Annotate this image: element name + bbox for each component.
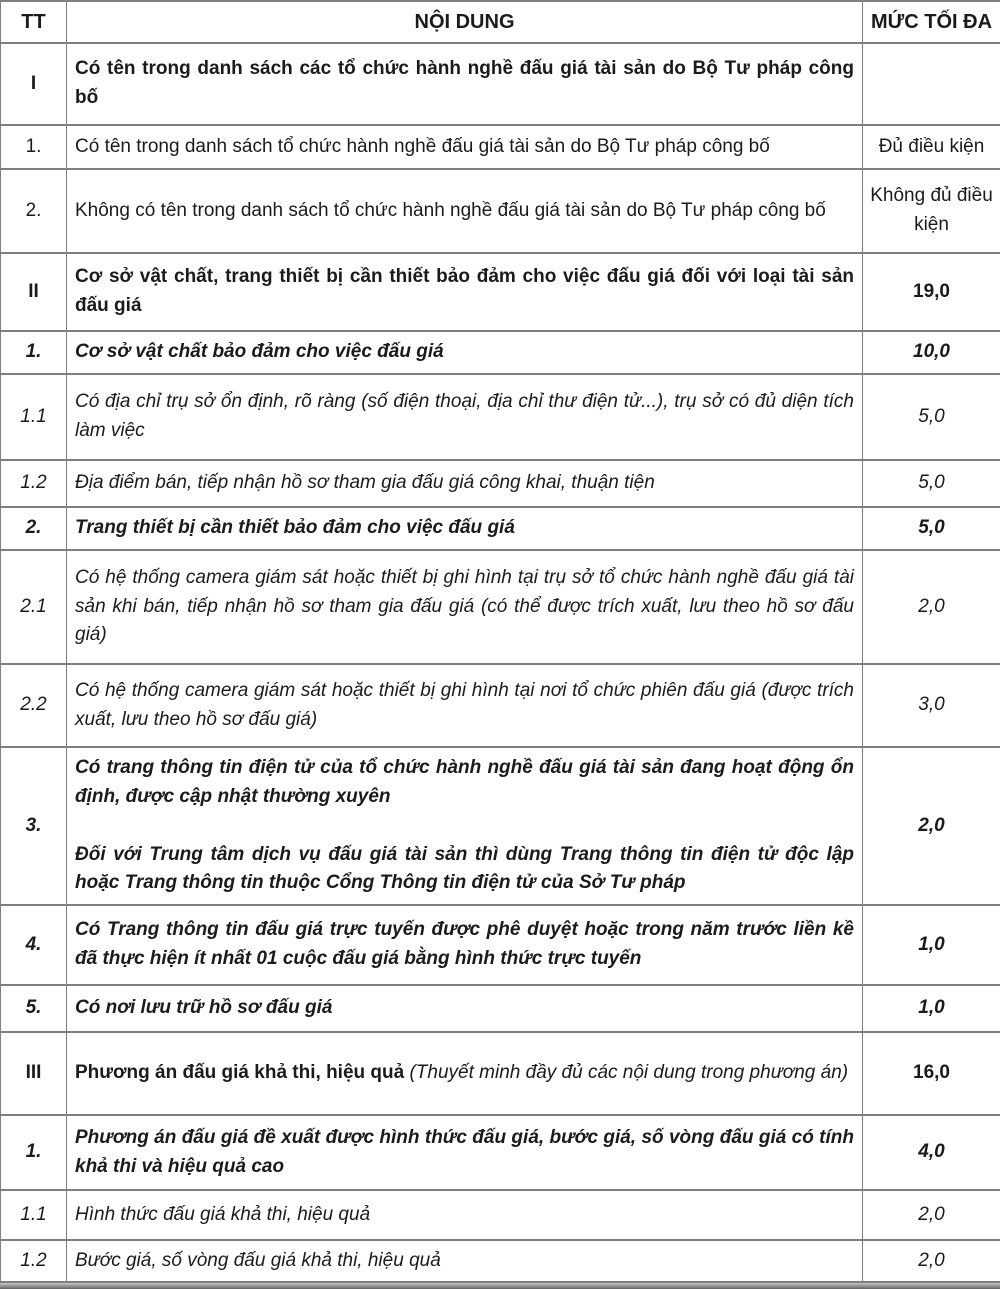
row-score-cell: 3,0 [863, 664, 1000, 747]
row-number-cell: I [1, 43, 67, 125]
row-score-cell: Đủ điều kiện [863, 125, 1000, 169]
row-content-cell [67, 1032, 863, 1115]
row-score-cell: 2,0 [863, 1240, 1000, 1282]
row-content-cell: Có Trang thông tin đấu giá trực tuyến được phê duyệt hoặc trong năm trước liền kề đã thực hiện ít nhất 01 cuộc đấu giá bằng hình thức trực tuyến [67, 905, 863, 985]
row-content-cell: Hình thức đấu giá khả thi, hiệu quả [67, 1190, 863, 1240]
table-row [1, 550, 1000, 664]
row-content-cell: Có tên trong danh sách các tổ chức hành nghề đấu giá tài sản do Bộ Tư pháp công bố [67, 43, 863, 125]
table-row [1, 374, 1000, 460]
table-row [1, 747, 1000, 905]
row-content-cell: Có hệ thống camera giám sát hoặc thiết bị ghi hình tại trụ sở tổ chức hành nghề đấu giá tài sản khi bán, tiếp nhận hồ sơ tham gia đấu giá (có thể được trích xuất, lưu theo hồ sơ đấu giá) [67, 550, 863, 664]
row-score-cell [863, 43, 1000, 125]
table-row [1, 169, 1000, 253]
row-content-cell: Phương án đấu giá đề xuất được hình thức đấu giá, bước giá, số vòng đấu giá có tính khả thi và hiệu quả cao [67, 1115, 863, 1190]
row-score-cell: 4,0 [863, 1115, 1000, 1190]
table-row [1, 331, 1000, 374]
row-content-cell [67, 747, 863, 905]
row-score-cell: Không đủ điều kiện [863, 169, 1000, 253]
row-score-cell: 2,0 [863, 747, 1000, 905]
content-paragraph: Có trang thông tin điện tử của tổ chức hành nghề đấu giá tài sản đang hoạt động ổn định, được cập nhật thường xuyên [75, 756, 854, 807]
row-number-cell: 1.1 [1, 374, 67, 460]
table-row [1, 905, 1000, 985]
row-score-cell: 19,0 [863, 253, 1000, 331]
row-number-cell: 5. [1, 985, 67, 1032]
table-row [1, 1190, 1000, 1240]
row-score-cell: 5,0 [863, 507, 1000, 550]
row-number-cell: 1.2 [1, 1240, 67, 1282]
row-number-cell: 2.1 [1, 550, 67, 664]
table-row [1, 1240, 1000, 1282]
row-content-cell: Bước giá, số vòng đấu giá khả thi, hiệu quả [67, 1240, 863, 1282]
row-content-cell: Có địa chỉ trụ sở ổn định, rõ ràng (số điện thoại, địa chỉ thư điện tử...), trụ sở có đủ diện tích làm việc [67, 374, 863, 460]
row-number-cell: 4. [1, 905, 67, 985]
row-content-cell: Trang thiết bị cần thiết bảo đảm cho việc đấu giá [67, 507, 863, 550]
row-content-cell: Có tên trong danh sách tổ chức hành nghề đấu giá tài sản do Bộ Tư pháp công bố [67, 125, 863, 169]
row-score-cell: 5,0 [863, 374, 1000, 460]
row-score-cell: 16,0 [863, 1032, 1000, 1115]
table-row [1, 460, 1000, 507]
row-number-cell: 2.2 [1, 664, 67, 747]
row-number-cell: II [1, 253, 67, 331]
row-score-cell: 1,0 [863, 985, 1000, 1032]
row-number-cell: 3. [1, 747, 67, 905]
row-content-cell: Cơ sở vật chất, trang thiết bị cần thiết bảo đảm cho việc đấu giá đối với loại tài sản đấu giá [67, 253, 863, 331]
col-header-noi-dung: NỘI DUNG [67, 1, 863, 43]
row-content-cell: Có nơi lưu trữ hồ sơ đấu giá [67, 985, 863, 1032]
page-bottom-edge [0, 1283, 1000, 1289]
row-number-cell: 2. [1, 169, 67, 253]
content-note-text: (Thuyết minh đầy đủ các nội dung trong phương án) [409, 1062, 849, 1084]
content-main-text: Phương án đấu giá khả thi, hiệu quả [75, 1062, 405, 1084]
row-score-cell: 10,0 [863, 331, 1000, 374]
table-row [1, 507, 1000, 550]
row-number-cell: III [1, 1032, 67, 1115]
row-number-cell: 2. [1, 507, 67, 550]
row-content-cell: Không có tên trong danh sách tổ chức hành nghề đấu giá tài sản do Bộ Tư pháp công bố [67, 169, 863, 253]
table-row [1, 1115, 1000, 1190]
row-score-cell: 1,0 [863, 905, 1000, 985]
row-score-cell: 2,0 [863, 550, 1000, 664]
row-number-cell: 1. [1, 1115, 67, 1190]
table-row [1, 125, 1000, 169]
row-content-cell: Cơ sở vật chất bảo đảm cho việc đấu giá [67, 331, 863, 374]
row-content-cell: Có hệ thống camera giám sát hoặc thiết bị ghi hình tại nơi tổ chức phiên đấu giá (được trích xuất, lưu theo hồ sơ đấu giá) [67, 664, 863, 747]
row-score-cell: 2,0 [863, 1190, 1000, 1240]
row-number-cell: 1.2 [1, 460, 67, 507]
row-number-cell: 1. [1, 125, 67, 169]
content-paragraph: Đối với Trung tâm dịch vụ đấu giá tài sản thì dùng Trang thông tin điện tử độc lập hoặc Trang thông tin thuộc Cổng Thông tin điện tử của Sở Tư pháp [75, 843, 854, 894]
table-row [1, 1032, 1000, 1115]
row-number-cell: 1.1 [1, 1190, 67, 1240]
col-header-tt: TT [1, 1, 67, 43]
row-score-cell: 5,0 [863, 460, 1000, 507]
header-row [1, 1, 1000, 43]
table-row [1, 43, 1000, 125]
table-row [1, 664, 1000, 747]
table-row [1, 985, 1000, 1032]
col-header-muc-toi-da: MỨC TỐI ĐA [863, 1, 1000, 43]
row-content-cell: Địa điểm bán, tiếp nhận hồ sơ tham gia đấu giá công khai, thuận tiện [67, 460, 863, 507]
table-row [1, 253, 1000, 331]
row-number-cell: 1. [1, 331, 67, 374]
